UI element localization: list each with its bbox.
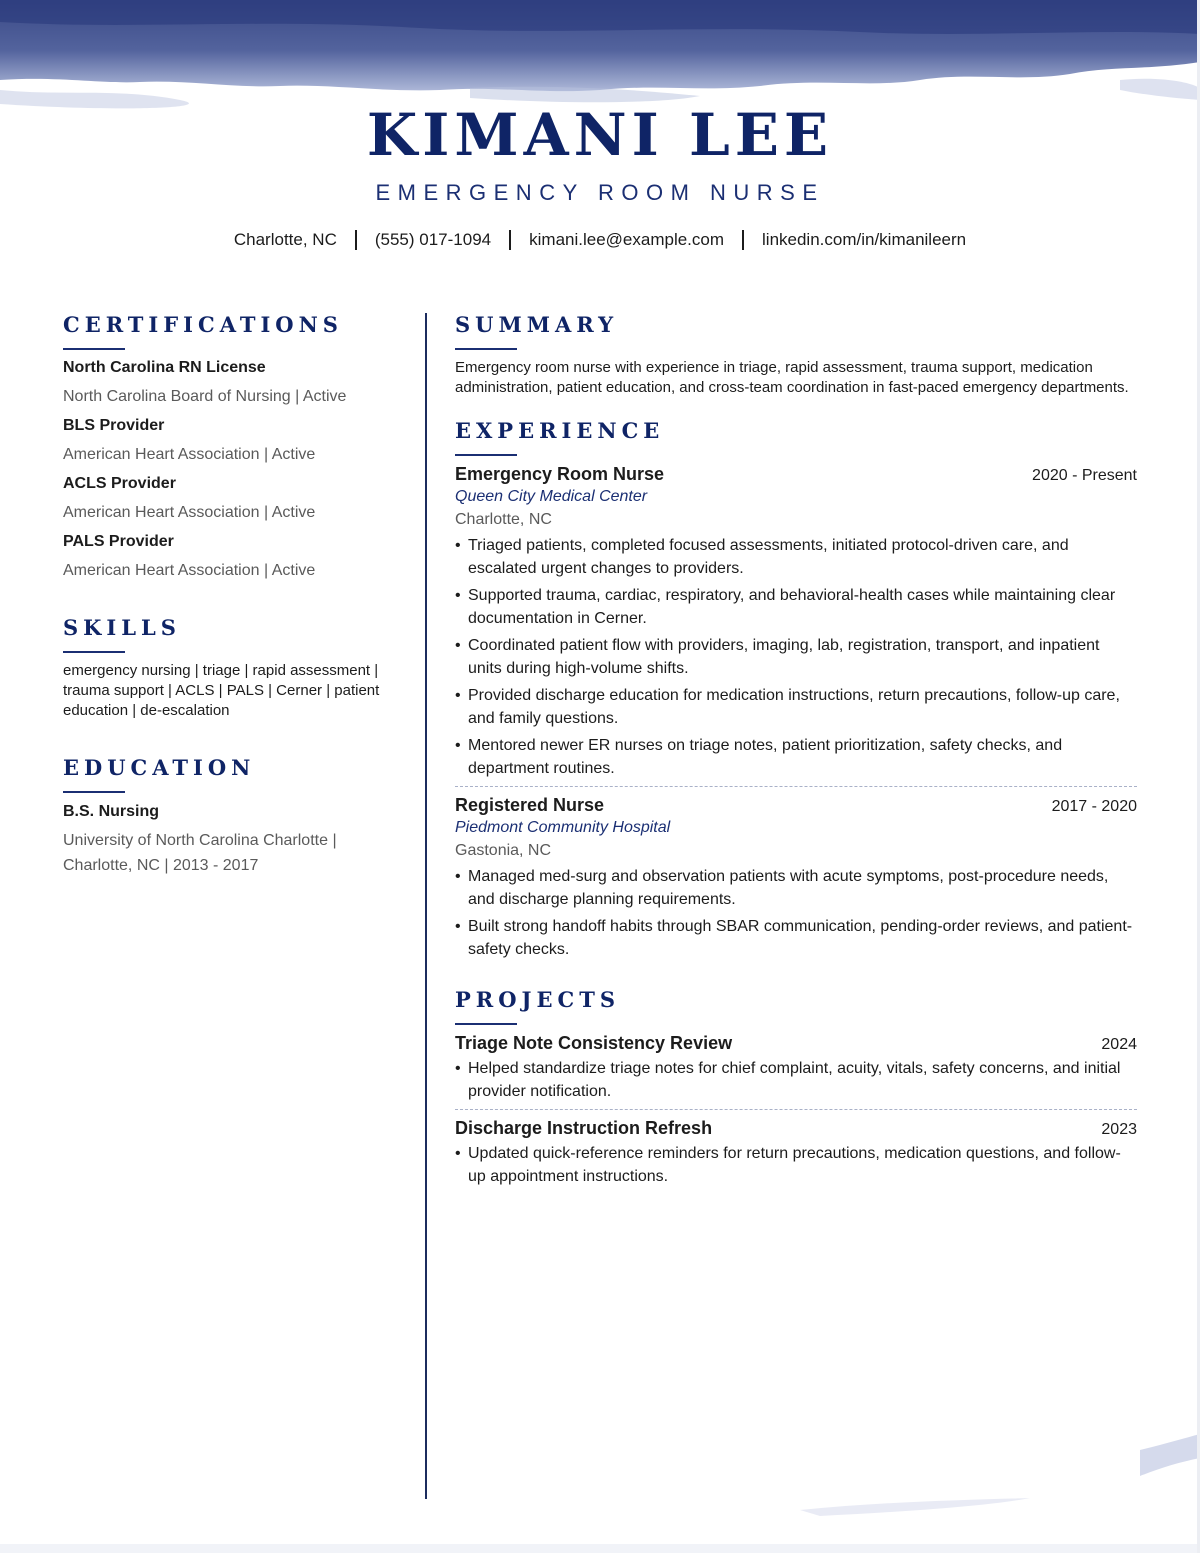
employer-name: Queen City Medical Center: [455, 488, 648, 505]
resume-header: [0, 100, 1200, 250]
project-title: Discharge Instruction Refresh: [455, 1118, 713, 1138]
entry-separator: [455, 786, 1137, 787]
certification-issuer: American Heart Association | Active: [63, 562, 316, 579]
certification-issuer: American Heart Association | Active: [63, 446, 316, 463]
position-dates: 2020 - Present: [1032, 467, 1137, 484]
list-item: • Helped standardize triage notes for chief complaint, acuity, vitals, safety concerns, and initial provider notification.: [455, 1057, 1137, 1103]
experience-section: [455, 418, 1137, 961]
project-details: [455, 1057, 1137, 1103]
list-item: • Updated quick-reference reminders for return precautions, medication questions, and follow-up appointment instructions.: [455, 1142, 1137, 1188]
heading-underline: [455, 1023, 517, 1025]
project-title: Triage Note Consistency Review: [455, 1033, 733, 1053]
position-title: Registered Nurse: [455, 795, 605, 815]
responsibility-list: [455, 534, 1137, 780]
section-heading: SKILLS: [63, 615, 181, 640]
contact-bar: [0, 230, 1200, 250]
contact-phone[interactable]: (555) 017-1094: [374, 230, 492, 249]
contact-separator: [355, 230, 357, 250]
responsibility-list: [455, 865, 1137, 961]
education-details: Charlotte, NC | 2013 - 2017: [63, 857, 259, 874]
column-divider: [425, 313, 427, 1499]
left-column: [63, 312, 403, 878]
project-year: 2024: [1101, 1036, 1137, 1053]
contact-linkedin[interactable]: linkedin.com/in/kimanileern: [762, 230, 967, 249]
skills-list: emergency nursing | triage | rapid assessment | trauma support | ACLS | PALS | Cerner | patient education | de-escalation: [63, 662, 380, 719]
candidate-name: KIMANI LEE: [366, 101, 834, 169]
contact-location: Charlotte, NC: [233, 230, 337, 249]
certification-name: PALS Provider: [63, 533, 174, 550]
project-details: [455, 1142, 1137, 1188]
contact-separator: [509, 230, 511, 250]
list-item: • Supported trauma, cardiac, respiratory, and behavioral-health cases while maintaining clear documentation in Cerner.: [455, 584, 1137, 630]
position-dates: 2017 - 2020: [1051, 798, 1137, 815]
experience-entry: [455, 793, 1137, 961]
contact-email[interactable]: kimani.lee@example.com: [529, 230, 725, 249]
employer-location: Charlotte, NC: [455, 511, 552, 528]
summary-section: [455, 312, 1137, 398]
employer-location: Gastonia, NC: [455, 842, 552, 859]
entry-separator: [455, 1109, 1137, 1110]
heading-underline: [63, 348, 125, 350]
section-heading: EDUCATION: [63, 755, 256, 780]
education-section: [63, 755, 403, 878]
experience-entry: [455, 462, 1137, 780]
contact-separator: [742, 230, 744, 250]
list-item: • Triaged patients, completed focused assessments, initiated protocol-driven care, and escalated urgent changes to providers.: [455, 534, 1137, 580]
certification-issuer: American Heart Association | Active: [63, 504, 316, 521]
job-title: EMERGENCY ROOM NURSE: [375, 180, 825, 205]
project-entry: [455, 1031, 1137, 1103]
right-column: [455, 312, 1137, 1192]
list-item: • Mentored newer ER nurses on triage notes, patient prioritization, safety checks, and department routines.: [455, 734, 1137, 780]
heading-underline: [63, 791, 125, 793]
position-title: Emergency Room Nurse: [455, 464, 665, 484]
certifications-section: [63, 312, 403, 582]
skills-section: [63, 615, 403, 721]
list-item: • Managed med-surg and observation patients with acute symptoms, post-procedure needs, and discharge planning requirements.: [455, 865, 1137, 911]
section-heading: CERTIFICATIONS: [63, 312, 343, 337]
projects-section: [455, 987, 1137, 1188]
section-heading: PROJECTS: [455, 987, 620, 1012]
certification-name: ACLS Provider: [63, 475, 176, 492]
heading-underline: [63, 651, 125, 653]
project-entry: [455, 1116, 1137, 1188]
certification-name: BLS Provider: [63, 417, 165, 434]
watercolor-footer-decoration: [0, 1420, 1200, 1553]
summary-text: Emergency room nurse with experience in triage, rapid assessment, trauma support, medication administration, patient education, and cross-team coordination in fast-paced emergency departments.: [455, 359, 1129, 396]
project-year: 2023: [1101, 1121, 1137, 1138]
section-heading: SUMMARY: [455, 312, 619, 337]
list-item: • Built strong handoff habits through SBAR communication, pending-order reviews, and patient-safety checks.: [455, 915, 1137, 961]
employer-name: Piedmont Community Hospital: [455, 819, 671, 836]
certification-issuer: North Carolina Board of Nursing | Active: [63, 388, 347, 405]
heading-underline: [455, 348, 517, 350]
section-heading: EXPERIENCE: [455, 418, 665, 443]
degree: B.S. Nursing: [63, 803, 160, 820]
certification-name: North Carolina RN License: [63, 359, 266, 376]
school-name: University of North Carolina Charlotte |: [63, 832, 337, 849]
list-item: • Provided discharge education for medication instructions, return precautions, follow-up care, and family questions.: [455, 684, 1137, 730]
list-item: • Coordinated patient flow with providers, imaging, lab, registration, transport, and inpatient units during high-volume shifts.: [455, 634, 1137, 680]
heading-underline: [455, 454, 517, 456]
